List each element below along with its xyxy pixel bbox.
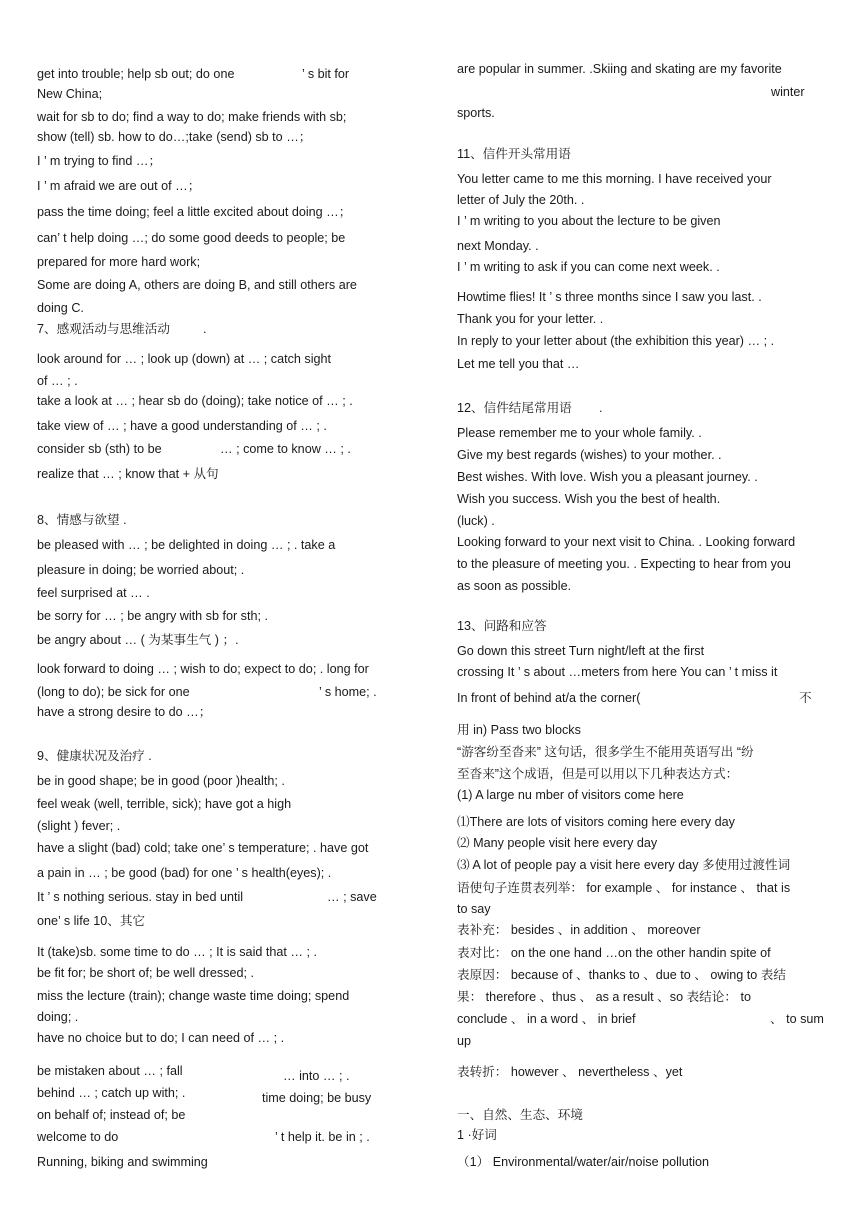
left-text-line: be fit for; be short of; be well dressed; . xyxy=(37,966,255,980)
left-text-line: behind … ; catch up with; . xyxy=(37,1086,186,1100)
left-text-line: pass the time doing; feel a little excited about doing …； xyxy=(37,205,352,219)
right-text-line: ⑴There are lots of visitors coming here every day xyxy=(457,815,735,829)
left-text-line: have a slight (bad) cold; take one’ s temperature; . have got xyxy=(37,841,369,855)
right-text-line: (luck) . xyxy=(457,514,495,528)
right-text-line: ⑶ A lot of people pay a visit here every day 多使用过渡性词 xyxy=(457,858,791,872)
left-text-line: look around for … ; look up (down) at … ; catch sight xyxy=(37,352,331,366)
left-text-line: be mistaken about … ; fall xyxy=(37,1064,183,1078)
left-text-line: wait for sb to do; find a way to do; make friends with sb; xyxy=(37,110,347,124)
left-text-line: … into … ; . xyxy=(283,1069,350,1083)
right-text-line: I ’ m writing to you about the lecture to be given xyxy=(457,214,721,228)
left-text-line: (long to do); be sick for one xyxy=(37,685,190,699)
left-text-line: Running, biking and swimming xyxy=(37,1155,208,1169)
right-text-line: Best wishes. With love. Wish you a pleasant journey. . xyxy=(457,470,758,484)
left-text-line: of … ; . xyxy=(37,374,78,388)
right-text-line: 12、信件结尾常用语 xyxy=(457,401,572,415)
right-text-line: 至沓来”这个成语，但是可以用以下几种表达方式： xyxy=(457,767,739,781)
left-text-line: It (take)sb. some time to do … ; It is said that … ; . xyxy=(37,945,317,959)
right-text-line: I ’ m writing to ask if you can come next week. . xyxy=(457,260,720,274)
right-text-line: crossing It ’ s about …meters from here You can ’ t miss it xyxy=(457,665,778,679)
right-text-line: letter of July the 20th. . xyxy=(457,193,585,207)
left-text-line: can’ t help doing …; do some good deeds to people; be xyxy=(37,231,346,245)
right-text-line: 表补充： besides 、in addition 、 moreover xyxy=(457,923,701,937)
right-text-line: (1) A large nu mber of visitors come here xyxy=(457,788,684,802)
right-text-line: Let me tell you that … xyxy=(457,357,580,371)
left-text-line: consider sb (sth) to be xyxy=(37,442,162,456)
right-text-line: conclude 、 in a word 、 in brief xyxy=(457,1012,636,1026)
left-text-line: feel weak (well, terrible, sick); have got a high xyxy=(37,797,292,811)
right-text-line: 用 in) Pass two blocks xyxy=(457,723,581,737)
left-text-line: ’ s bit for xyxy=(302,67,350,81)
right-text-line: to the pleasure of meeting you. . Expecting to hear from you xyxy=(457,557,791,571)
right-text-line: next Monday. . xyxy=(457,239,539,253)
left-text-line: realize that … ; know that + 从句 xyxy=(37,467,219,481)
left-text-line: I ’ m trying to find …； xyxy=(37,154,162,168)
left-text-line: have a strong desire to do …； xyxy=(37,705,212,719)
right-text-line: Thank you for your letter. . xyxy=(457,312,604,326)
right-text-line: 果： therefore 、thus 、 as a result 、so 表结论： to xyxy=(457,990,751,1004)
left-text-line: 9、健康状况及治疗 . xyxy=(37,749,152,763)
left-text-line: take view of … ; have a good understanding of … ; . xyxy=(37,419,327,433)
left-text-line: (slight ) fever; . xyxy=(37,819,121,833)
left-text-line: Some are doing A, others are doing B, and still others are xyxy=(37,278,357,292)
left-text-line: . xyxy=(203,322,207,336)
right-text-line: “游客纷至沓来” 这句话，很多学生不能用英语写出 “纷 xyxy=(457,745,754,759)
right-text-line: 一、自然、生态、环境 xyxy=(457,1108,583,1122)
left-text-line: prepared for more hard work; xyxy=(37,255,201,269)
right-text-line: up xyxy=(457,1034,472,1048)
right-text-line: In reply to your letter about (the exhibition this year) … ; . xyxy=(457,334,775,348)
left-text-line: pleasure in doing; be worried about; . xyxy=(37,563,245,577)
right-text-line: （1） Environmental/water/air/noise pollution xyxy=(457,1155,709,1169)
right-text-line: Looking forward to your next visit to China. . Looking forward xyxy=(457,535,796,549)
left-text-line: … ; come to know … ; . xyxy=(220,442,351,456)
right-text-line: 1 ·好词 xyxy=(457,1128,497,1142)
right-text-line: 表转折： however 、 nevertheless 、yet xyxy=(457,1065,683,1079)
left-text-line: doing; . xyxy=(37,1010,79,1024)
right-text-line: 、 to sum xyxy=(770,1012,824,1026)
left-text-line: take a look at … ; hear sb do (doing); take notice of … ; . xyxy=(37,394,353,408)
right-text-line: 11、信件开头常用语 xyxy=(457,147,571,161)
right-text-line: 语使句子连贯表列举： for example 、 for instance 、 that is xyxy=(457,881,791,895)
left-text-line: be sorry for … ; be angry with sb for sth; . xyxy=(37,609,268,623)
left-text-line: ’ s home; . xyxy=(319,685,377,699)
left-text-line: a pain in … ; be good (bad) for one ’ s health(eyes); . xyxy=(37,866,332,880)
right-text-line: sports. xyxy=(457,106,495,120)
right-text-line: as soon as possible. xyxy=(457,579,572,593)
left-text-line: be pleased with … ; be delighted in doing … ; . take a xyxy=(37,538,336,552)
left-text-line: show (tell) sb. how to do…;take (send) sb to …； xyxy=(37,130,312,144)
right-text-line: In front of behind at/a the corner( xyxy=(457,691,641,705)
left-text-line: feel surprised at … . xyxy=(37,586,150,600)
right-text-line: Go down this street Turn night/left at the first xyxy=(457,644,705,658)
left-text-line: one’ s life 10、其它 xyxy=(37,914,146,928)
left-text-line: doing C. xyxy=(37,301,84,315)
right-text-line: 不 xyxy=(799,691,812,705)
left-text-line: … ; save xyxy=(327,890,377,904)
left-text-line: on behalf of; instead of; be xyxy=(37,1108,186,1122)
left-text-line: look forward to doing … ; wish to do; expect to do; . long for xyxy=(37,662,369,676)
left-text-line: welcome to do xyxy=(37,1130,119,1144)
right-text-line: Wish you success. Wish you the best of health. xyxy=(457,492,721,506)
left-text-line: I ’ m afraid we are out of …； xyxy=(37,179,201,193)
right-text-line: 13、问路和应答 xyxy=(457,619,547,633)
right-text-line: to say xyxy=(457,902,491,916)
left-text-line: have no choice but to do; I can need of … ; . xyxy=(37,1031,285,1045)
left-text-line: get into trouble; help sb out; do one xyxy=(37,67,235,81)
left-text-line: 7、感观活动与思维活动 xyxy=(37,322,170,336)
left-text-line: It ’ s nothing serious. stay in bed until xyxy=(37,890,244,904)
right-text-line: Howtime flies! It ’ s three months since I saw you last. . xyxy=(457,290,762,304)
left-text-line: miss the lecture (train); change waste time doing; spend xyxy=(37,989,350,1003)
right-text-line: You letter came to me this morning. I have received your xyxy=(457,172,772,186)
left-text-line: 8、情感与欲望 . xyxy=(37,513,127,527)
left-text-line: time doing; be busy xyxy=(262,1091,372,1105)
right-text-line: . xyxy=(599,401,603,415)
right-text-line: 表原因： because of 、thanks to 、due to 、 owing to 表结 xyxy=(457,968,786,982)
right-text-line: Please remember me to your whole family. . xyxy=(457,426,702,440)
left-text-line: New China; xyxy=(37,87,103,101)
right-text-line: 表对比： on the one hand …on the other handin spite of xyxy=(457,946,771,960)
left-text-line: be angry about … ( 为某事生气 ) ；. xyxy=(37,633,239,647)
right-text-line: ⑵ Many people visit here every day xyxy=(457,836,658,850)
right-text-line: Give my best regards (wishes) to your mother. . xyxy=(457,448,722,462)
left-text-line: be in good shape; be in good (poor )health; . xyxy=(37,774,285,788)
right-text-line: winter xyxy=(771,85,805,99)
right-text-line: are popular in summer. .Skiing and skating are my favorite xyxy=(457,62,782,76)
left-text-line: ’ t help it. be in ; . xyxy=(275,1130,370,1144)
